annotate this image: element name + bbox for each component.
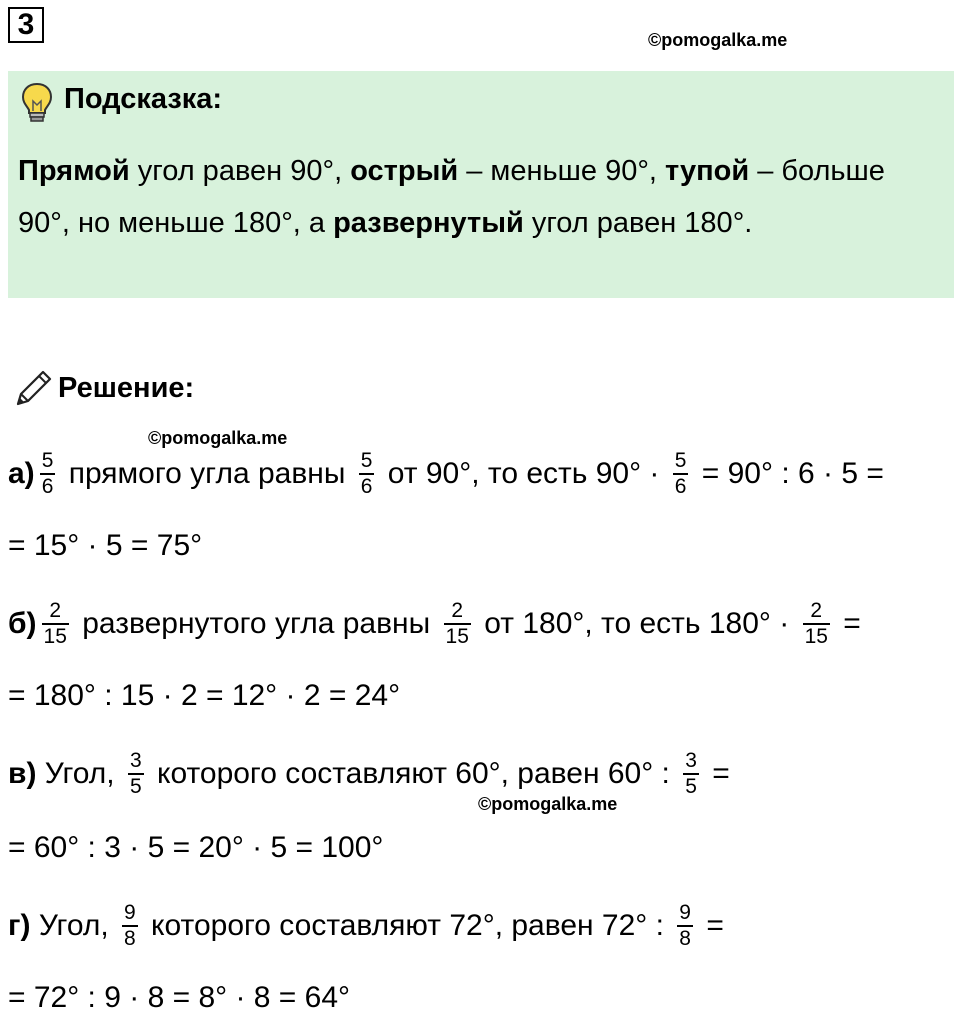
lightbulb-icon <box>20 81 54 123</box>
term-straight-angle: развернутый <box>333 207 524 239</box>
hint-text-part: – меньше 90°, <box>458 155 666 187</box>
watermark-bottom: ©pomogalka.me <box>478 794 618 814</box>
denominator: 6 <box>360 474 373 498</box>
solution-text: = <box>703 757 730 790</box>
item-label-g: г) <box>8 909 31 942</box>
solution-g-line1 <box>8 894 724 958</box>
item-label-v: в) <box>8 757 37 790</box>
numerator: 2 <box>451 599 464 623</box>
task-number: 3 <box>8 7 44 43</box>
solution-text: = 15° · 5 = 75° <box>8 529 203 562</box>
numerator: 2 <box>810 599 823 623</box>
fraction <box>122 901 138 951</box>
solution-a-line2 <box>8 514 202 578</box>
hint-text <box>18 145 938 249</box>
numerator: 3 <box>685 749 697 773</box>
fraction <box>677 901 693 951</box>
solution-title: Решение: <box>58 372 195 404</box>
solution-text: от 180°, то есть 180° · <box>475 607 798 640</box>
hint-text-part: угол равен 90°, <box>129 155 351 187</box>
hint-title: Подсказка: <box>64 83 223 115</box>
term-acute-angle: острый <box>350 155 459 187</box>
fraction <box>683 749 699 799</box>
solution-g-line2 <box>8 966 350 1030</box>
solution-text: = <box>697 909 724 942</box>
numerator: 5 <box>41 449 54 473</box>
denominator: 15 <box>445 624 469 648</box>
hint-text-part: – больше 90°, но меньше 180°, а <box>18 155 885 239</box>
numerator: 2 <box>49 599 62 623</box>
denominator: 15 <box>804 624 828 648</box>
item-label-b: б) <box>8 607 37 640</box>
numerator: 3 <box>129 749 142 773</box>
fraction <box>42 599 69 649</box>
solution-text: которого составляют 72°, равен 72° : <box>142 909 673 942</box>
solution-text: = 72° : 9 · 8 = 8° · 8 = 64° <box>8 981 351 1014</box>
solution-b-line2 <box>8 664 400 728</box>
solution-a-line1 <box>8 442 884 506</box>
watermark-top: ©pomogalka.me <box>648 30 788 50</box>
watermark-middle: ©pomogalka.me <box>148 428 288 448</box>
solution-b-line1 <box>8 592 861 656</box>
solution-v-line1 <box>8 742 730 806</box>
hint-box <box>8 71 954 298</box>
numerator: 5 <box>674 449 687 473</box>
pencil-icon <box>12 368 54 410</box>
denominator: 15 <box>43 624 67 648</box>
term-right-angle: Прямой <box>18 155 130 187</box>
term-obtuse-angle: тупой <box>665 155 750 187</box>
fraction <box>359 449 375 499</box>
fraction <box>40 449 56 499</box>
solution-text: от 90°, то есть 90° · <box>379 457 668 490</box>
solution-text: = 90° : 6 · 5 = <box>693 457 884 490</box>
denominator: 6 <box>674 474 687 498</box>
solution-text: = <box>834 607 861 640</box>
fraction <box>128 749 144 799</box>
solution-text: Угол, <box>30 909 118 942</box>
denominator: 8 <box>679 926 691 950</box>
denominator: 8 <box>124 926 136 950</box>
solution-text: Угол, <box>36 757 123 790</box>
solution-text: развернутого угла равны <box>73 607 439 640</box>
solution-text: которого составляют 60°, равен 60° : <box>148 757 679 790</box>
solution-text: прямого угла равны <box>60 457 354 490</box>
denominator: 5 <box>129 774 142 798</box>
item-label-a: а) <box>8 457 35 490</box>
denominator: 6 <box>41 474 54 498</box>
fraction <box>803 599 830 649</box>
solution-text: = 180° : 15 · 2 = 12° · 2 = 24° <box>8 679 401 712</box>
denominator: 5 <box>685 774 697 798</box>
hint-text-part: угол равен 180°. <box>523 207 753 239</box>
solution-text: = 60° : 3 · 5 = 20° · 5 = 100° <box>8 831 384 864</box>
numerator: 9 <box>679 901 691 925</box>
fraction <box>673 449 689 499</box>
numerator: 5 <box>360 449 373 473</box>
solution-v-line2 <box>8 816 383 880</box>
fraction <box>444 599 471 649</box>
numerator: 9 <box>124 901 136 925</box>
